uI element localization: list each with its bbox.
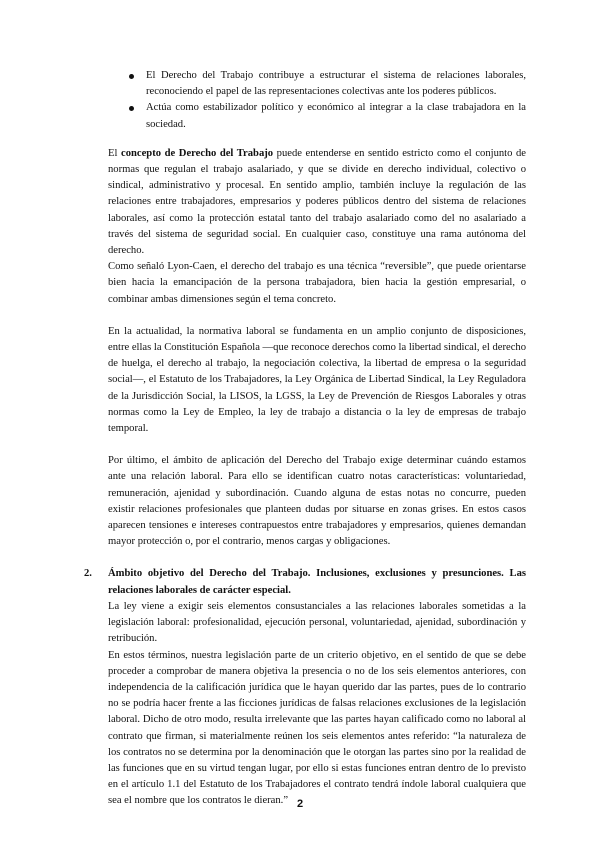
- bullet-text: El Derecho del Trabajo contribuye a estructurar el sistema de relaciones laborales, reconociendo el papel de las representaciones colectivas ante los poderes públicos.: [146, 70, 526, 98]
- section-heading: [84, 566, 526, 598]
- concept-term: concepto de Derecho del Trabajo: [121, 147, 274, 159]
- concept-paragraph: [108, 146, 526, 259]
- concept-intro: El: [108, 147, 122, 159]
- page-content: [84, 68, 526, 810]
- section-paragraph-2: En estos términos, nuestra legislación parte de un criterio objetivo, en el sentido de que se debe proceder a comprobar de manera objetiva la presencia o no de los seis elementos anteriores, con independencia de la calificación jurídica que le hayan querido dar las partes, pues de lo contrario no se podría hacer frente a las ficciones jurídicas de falsas relaciones exclusiones de la legislación laboral. Dicho de otro modo, resulta irrelevante que las partes hayan calificado como no laboral al contrato que firman, si materialmente reúnen los seis elementos antes referido: “la naturaleza de los contratos no se determina por la denominación que le otorgan las partes sino por la realidad de las funciones que en su virtud tengan lugar, por ello si estas funciones entran dentro de lo previsto en el artículo 1.1 del Estatuto de los Trabajadores el contrato tendrá índole laboral cualquiera que sea el nombre que los contratos le dieran.”: [108, 649, 526, 807]
- bullet-item: [129, 100, 526, 132]
- bullet-item: [129, 68, 526, 100]
- section-title: Ámbito objetivo del Derecho del Trabajo. Inclusiones, exclusiones y presunciones. Las relaciones laborales de carácter especial.: [108, 568, 526, 596]
- lyon-caen-paragraph: Como señaló Lyon-Caen, el derecho del trabajo es una técnica “reversible”, que puede orientarse bien hacia la emancipación de la persona trabajadora, bien hacia la gestión empresarial, o combinar ambas dimensiones según el tema concreto.: [108, 261, 526, 305]
- bullet-text: Actúa como estabilizador político y económico al integrar a la clase trabajadora en la sociedad.: [146, 102, 526, 130]
- bullet-dot-icon: [129, 106, 134, 111]
- section-number: 2.: [84, 568, 92, 580]
- concept-body: puede entenderse en sentido estricto como el conjunto de normas que regulan el trabajo asalariado, y que se divide en derecho individual, colectivo o sindical, administrativo y procesal. En sentido amplio, también incluye la regulación de las relaciones entre trabajadores, empresarios y poderes públicos dentro del sistema de relaciones laborales, así como la protección estatal tanto del trabajo asalariado como del no asalariado a través del sistema de seguridad social. En cualquier caso, constituye una rama autónoma del derecho.: [108, 147, 526, 257]
- normativa-paragraph: En la actualidad, la normativa laboral se fundamenta en un amplio conjunto de disposiciones, entre ellas la Constitución Española —que reconoce derechos como la libertad sindical, el derecho de huelga, el derecho al trabajo, la negociación colectiva, la libertad de empresa o la seguridad social—, el Estatuto de los Trabajadores, la Ley Orgánica de Libertad Sindical, la Ley Reguladora de la Jurisdicción Social, la LISOS, la LGSS, la Ley de Prevención de Riesgos Laborales y otras normas como la Ley de Empleo, la ley de trabajo a distancia o la ley de empresas de trabajo temporal.: [108, 325, 526, 435]
- bullet-dot-icon: [129, 74, 134, 79]
- bullet-list: [108, 68, 526, 133]
- ambito-paragraph: Por último, el ámbito de aplicación del Derecho del Trabajo exige determinar cuándo estamos ante una relación laboral. Para ello se identifican cuatro notas características: voluntariedad, remuneración, ajenidad y subordinación. Cuando alguna de estas notas no concurre, pueden existir relaciones profesionales que planteen dudas por situarse en zonas grises. En estos casos aparecen tensiones e intereses contrapuestos entre trabajadores y empresarios, quienes demandan mayor protección o, por el contrario, menos cargas y obligaciones.: [108, 455, 526, 548]
- page-number: 2: [296, 798, 304, 810]
- section-paragraph-1: La ley viene a exigir seis elementos consustanciales a las relaciones laborales sometidas a la legislación laboral: profesionalidad, ejecución personal, voluntariedad, ajenidad, subordinación y retribución.: [108, 600, 526, 645]
